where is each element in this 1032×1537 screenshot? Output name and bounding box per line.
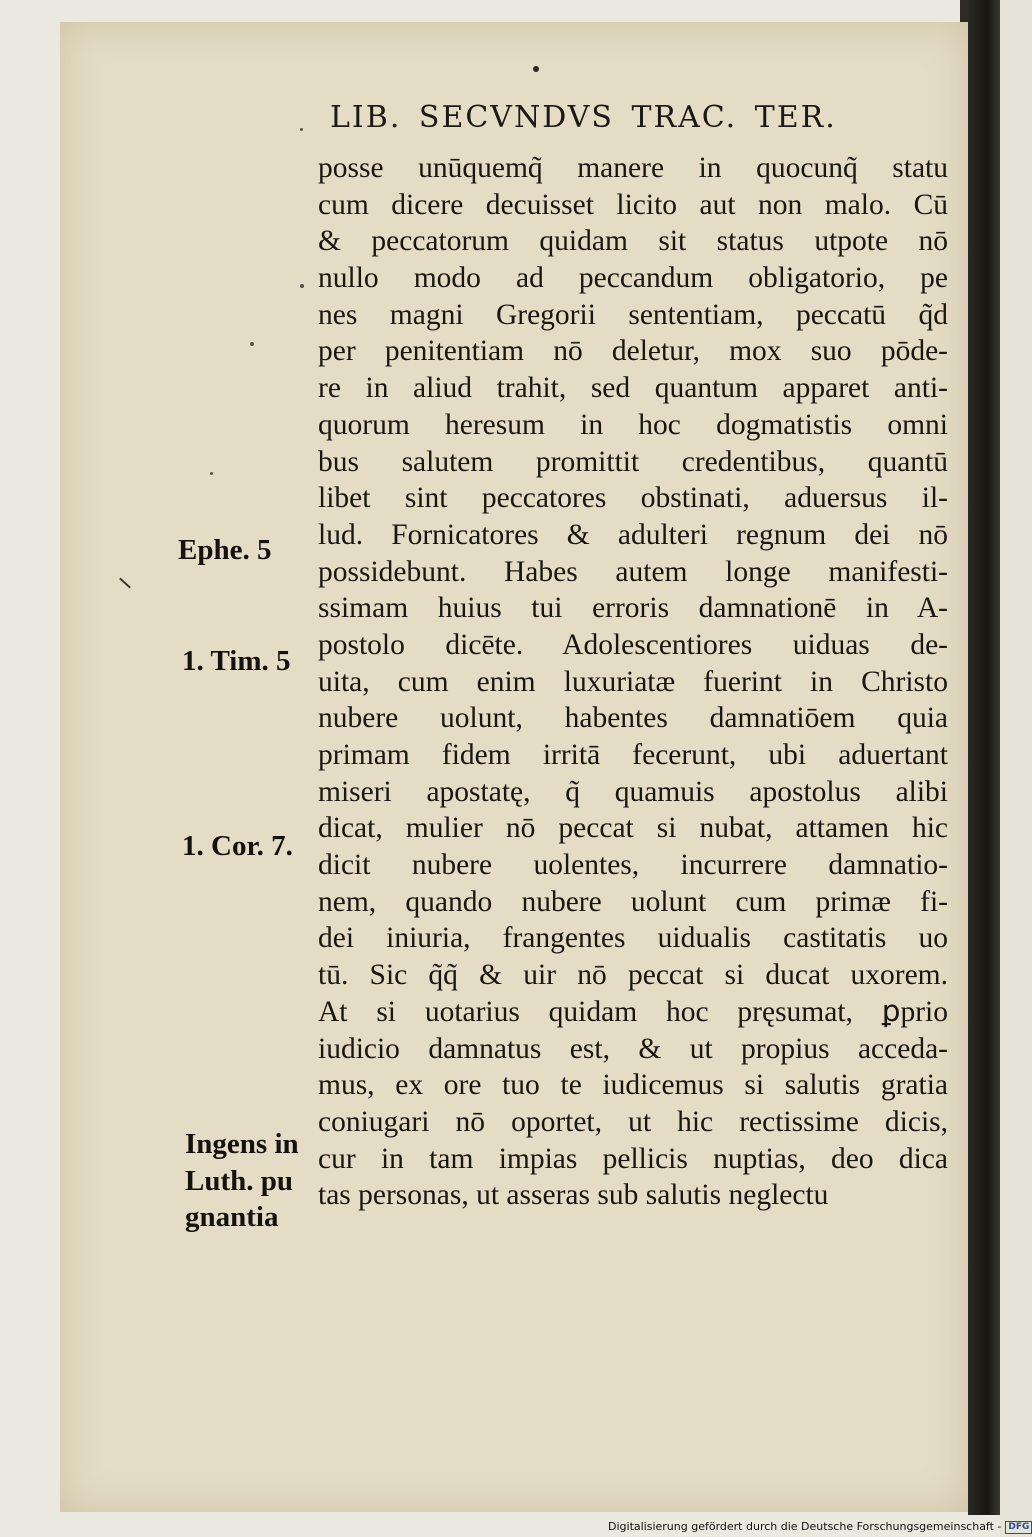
margin-note-ephe: Ephe. 5: [178, 534, 272, 566]
text-line: bus salutem promittit credentibus, quantū: [318, 445, 948, 478]
running-head: LIB. SECVNDVS TRAC. TER.: [330, 100, 837, 135]
text-line: cur in tam impias pellicis nuptias, deo dica: [318, 1142, 948, 1175]
text-line: lud. Fornicatores & adulteri regnum dei nō: [318, 518, 948, 551]
text-line: tas personas, ut asseras sub salutis neglectu: [318, 1179, 829, 1212]
ink-dot: [533, 66, 539, 72]
text-line: libet sint peccatores obstinati, aduersus il-: [318, 482, 948, 515]
text-line: & peccatorum quidam sit status utpote nō: [318, 225, 948, 258]
margin-note-ingens: [185, 1126, 299, 1236]
text-line: coniugari nō oportet, ut hic rectissime dicis,: [318, 1105, 948, 1138]
text-line: cum dicere decuisset licito aut non malo. Cū: [318, 188, 948, 221]
text-line: mus, ex ore tuo te iudicemus si salutis gratia: [318, 1069, 948, 1102]
text-line: dei iniuria, frangentes uidualis castitatis uo: [318, 922, 948, 955]
text-line: iudicio damnatus est, & ut propius acceda-: [318, 1032, 948, 1065]
text-line: nullo modo ad peccandum obligatorio, pe: [318, 262, 948, 295]
text-line: possidebunt. Habes autem longe manifesti-: [318, 555, 948, 588]
ink-speck: [210, 472, 213, 475]
text-line: re in aliud trahit, sed quantum apparet anti-: [318, 372, 948, 405]
text-line: ssimam huius tui erroris damnationē in A-: [318, 592, 948, 625]
text-line: uita, cum enim luxuriatæ fuerint in Christo: [318, 665, 948, 698]
text-line: postolo dicēte. Adolescentiores uiduas de-: [318, 628, 948, 661]
ink-speck: [300, 128, 303, 131]
text-line: quorum heresum in hoc dogmatistis omni: [318, 408, 948, 441]
margin-note-ingens-line: gnantia: [185, 1201, 279, 1234]
ink-speck: [300, 284, 304, 288]
footer-text: Digitalisierung gefördert durch die Deutsche Forschungsgemeinschaft -: [608, 1520, 1002, 1533]
text-line: nem, quando nubere uolunt cum primæ fi-: [318, 885, 948, 918]
text-line: At si uotarius quidam hoc pręsumat, ꝑprio: [318, 995, 948, 1028]
dfg-logo[interactable]: DFG: [1005, 1521, 1032, 1534]
margin-note-ingens-line: Ingens in: [185, 1128, 299, 1160]
text-line: miseri apostatę, q̃ quamuis apostolus alibi: [318, 775, 948, 808]
footer-credit: [608, 1520, 1032, 1534]
text-line: dicit nubere uolentes, incurrere damnatio-: [318, 849, 948, 882]
body-text: [318, 150, 948, 1214]
text-line: per penitentiam nō deletur, mox suo pōde-: [318, 335, 948, 368]
margin-note-ingens-line: Luth. pu: [185, 1164, 294, 1197]
text-line: nubere uolunt, habentes damnatiōem quia: [318, 702, 948, 735]
text-line: posse unūquemq̃ manere in quocunq̃ statu: [318, 152, 948, 184]
ink-speck: [250, 342, 254, 346]
margin-note-tim: 1. Tim. 5: [182, 645, 291, 677]
text-line: dicat, mulier nō peccat si nubat, attamen hic: [318, 812, 948, 845]
margin-note-cor: 1. Cor. 7.: [182, 830, 293, 862]
page-edge: [968, 0, 1000, 1515]
text-line: tū. Sic q̃q̃ & uir nō peccat si ducat uxorem.: [318, 959, 948, 992]
text-line: primam fidem irritā fecerunt, ubi aduertant: [318, 739, 948, 771]
text-line: nes magni Gregorii sententiam, peccatū q̃d: [318, 298, 948, 331]
